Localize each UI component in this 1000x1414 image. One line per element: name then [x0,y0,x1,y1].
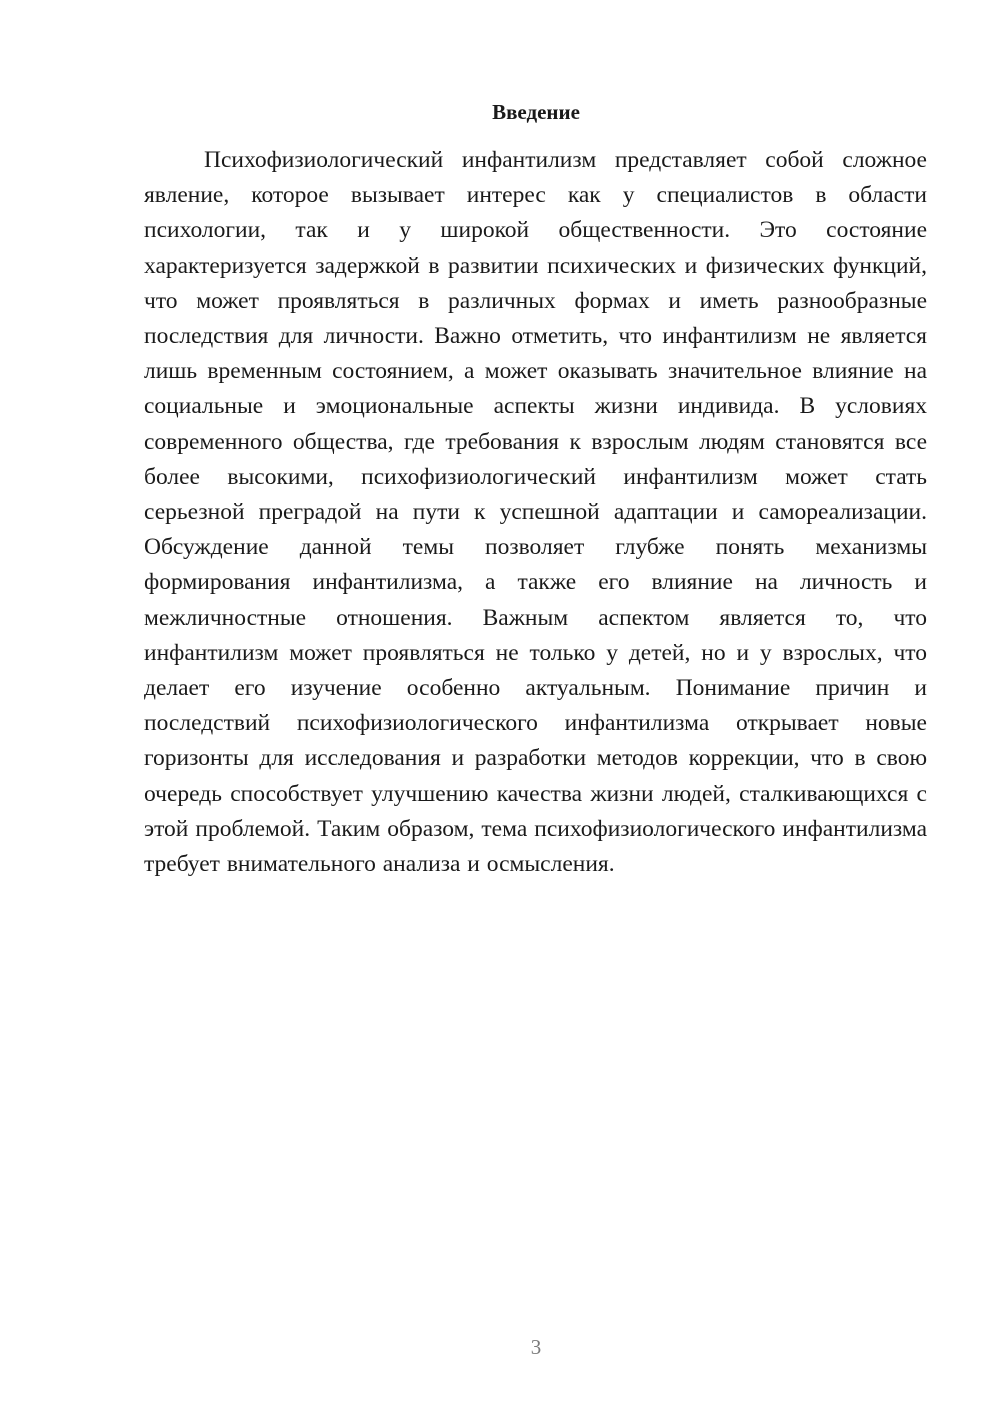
intro-paragraph: Психофизиологический инфантилизм представляет собой сложное явление, которое вызывает интерес как у специалистов в области психологии, так и у широкой общественности. Это состояние характеризуется задержкой в развитии психических и физических функций, что может проявляться в различных формах и иметь разнообразные последствия для личности. Важно отметить, что инфантилизм не является лишь временным состоянием, а может оказывать значительное влияние на социальные и эмоциональные аспекты жизни индивида. В условиях современного общества, где требования к взрослым людям становятся все более высокими, психофизиологический инфантилизм может стать серьезной преградой на пути к успешной адаптации и самореализации. Обсуждение данной темы позволяет глубже понять механизмы формирования инфантилизма, а также его влияние на личность и межличностные отношения. Важным аспектом является то, что инфантилизм может проявляться не только у детей, но и у взрослых, что делает его изучение особенно актуальным. Понимание причин и последствий психофизиологического инфантилизма открывает новые горизонты для исследования и разработки методов коррекции, что в свою очередь способствует улучшению качества жизни людей, сталкивающихся с этой проблемой. Таким образом, тема психофизиологического инфантилизма требует внимательного анализа и осмысления. [144,147,927,878]
page-number: 3 [530,1335,542,1359]
section-heading: Введение [492,100,580,124]
